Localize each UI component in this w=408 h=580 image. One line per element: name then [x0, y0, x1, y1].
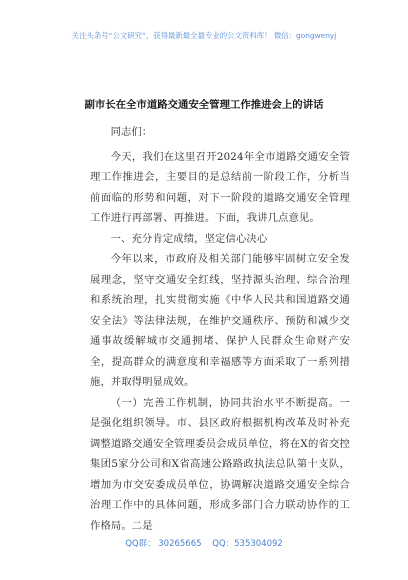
header-banner: 关注头条号“公文研究”，获得最新最全最专业的公文资料库！ 微信：gongwenyj [71, 31, 337, 40]
document-title: 副市长在全市道路交通安全管理工作推进会上的讲话 [84, 99, 324, 111]
footer-qq: QQ：535304092 [212, 539, 283, 549]
section-heading-1: 一、充分肯定成绩，坚定信心决心 [110, 232, 268, 245]
paragraph-achievements: 今年以来，市政府及相关部门能够牢固树立安全发展理念，坚守交通安全红线，坚持源头治理、综合治理和系统治理，扎实贯彻实施《中华人民共和国道路交通安全法》等法律法规，在维护交通秩序、预防和减少交通事故缓解城市交通拥堵、保护人民群众生命财产安全，提高群众的满意度和幸福感等方面采取了一系列措施，并取得明显成效。 [90, 253, 350, 388]
paragraph-intro: 今天，我们在这里召开2024年全市道路交通安全管理工作推进会，主要目的是总结前一阶段工作，分析当前面临的形势和问题，对下一阶段的道路交通安全管理工作进行再部署、再推进。下面，我讲几点意见。 [90, 150, 350, 224]
paragraph-mechanism: （一）完善工作机制，协同共治水平不断提高。一是强化组织领导。市、县区政府根据机构改革及时补充调整道路交通安全管理委员会成员单位，将在X的省交控集团5家分公司和X省高速公路路政执法总队第十支队，增加为市交安委成员单位，协调解决道路交通安全综合治理工作中的具体问题，形成多部门合力联动协作的工作格局。二是 [90, 396, 350, 532]
document-body [90, 122, 350, 536]
footer-qq-group: QQ群： 30265665 [125, 539, 202, 549]
footer-contact [0, 537, 408, 549]
salutation: 同志们： [110, 126, 153, 138]
